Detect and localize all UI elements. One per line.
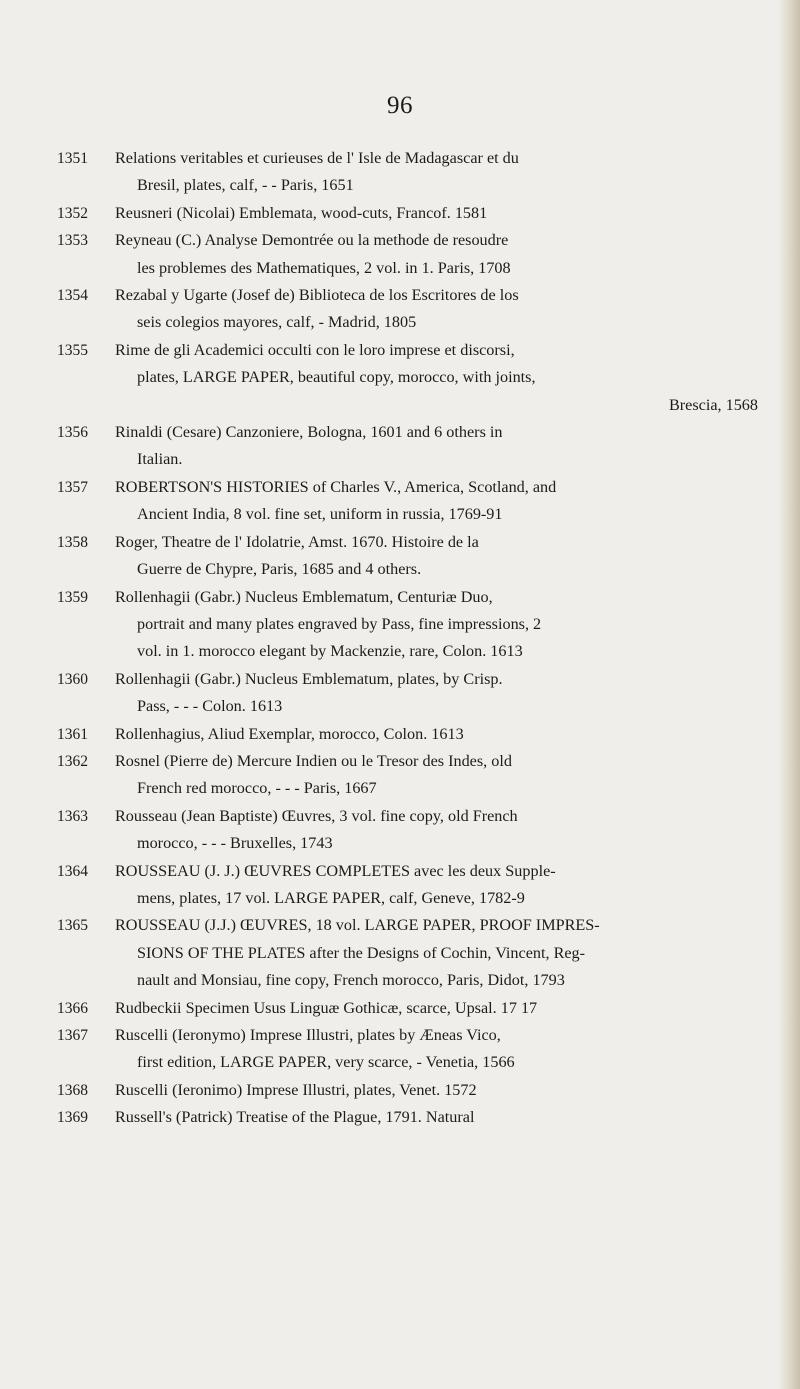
entry-line: SIONS OF THE PLATES after the Designs of Cochin, Vincent, Reg- (137, 943, 586, 962)
entry-line: les problemes des Mathematiques, 2 vol. in 1. Paris, 1708 (137, 258, 511, 277)
entry-line: Guerre de Chypre, Paris, 1685 and 4 others. (137, 560, 422, 579)
catalogue-entry (57, 1104, 762, 1131)
lot-number: 1358 (57, 533, 88, 551)
lot-number: 1359 (57, 588, 88, 606)
entry-line: Reusneri (Nicolai) Emblemata, wood-cuts, Francof. 1581 (115, 203, 488, 222)
entry-line: Bresil, plates, calf, - - Paris, 1651 (137, 176, 354, 195)
entry-line: seis colegios mayores, calf, - Madrid, 1805 (137, 313, 417, 332)
entry-line: Ruscelli (Ieronimo) Imprese Illustri, plates, Venet. 1572 (115, 1080, 477, 1099)
lot-number: 1366 (57, 999, 88, 1017)
entry-line: Pass, - - - Colon. 1613 (137, 697, 283, 716)
entry-text (115, 474, 762, 529)
entry-line: Rezabal y Ugarte (Josef de) Biblioteca de los Escritores de los (115, 286, 519, 305)
lot-number: 1354 (57, 287, 88, 305)
catalogue-entry (57, 721, 762, 748)
catalogue-entry (57, 666, 762, 721)
catalogue-entries (57, 145, 762, 1132)
lot-number: 1369 (57, 1109, 88, 1127)
entry-line: Italian. (137, 450, 183, 469)
catalogue-entry (57, 529, 762, 584)
entry-line: Rudbeckii Specimen Usus Linguæ Gothicæ, scarce, Upsal. 17 17 (115, 998, 538, 1017)
lot-number: 1355 (57, 341, 88, 359)
entry-text (115, 748, 762, 803)
entry-text (115, 1104, 762, 1131)
lot-number: 1352 (57, 204, 88, 222)
catalogue-entry (57, 1022, 762, 1077)
entry-line: Rollenhagii (Gabr.) Nucleus Emblematum, plates, by Crisp. (115, 669, 503, 688)
catalogue-entry (57, 748, 762, 803)
lot-number: 1368 (57, 1081, 88, 1099)
lot-number: 1353 (57, 232, 88, 250)
entry-line: ROUSSEAU (J.J.) ŒUVRES, 18 vol. LARGE PAPER, PROOF IMPRES- (115, 916, 600, 935)
entry-text (115, 721, 762, 748)
entry-text (115, 803, 762, 858)
entry-line: French red morocco, - - - Paris, 1667 (137, 779, 377, 798)
entry-text (115, 1077, 762, 1104)
entry-text (115, 1022, 762, 1077)
lot-number: 1364 (57, 862, 88, 880)
entry-text (115, 995, 762, 1022)
entry-text (115, 200, 762, 227)
catalogue-entry (57, 1077, 762, 1104)
entry-text (115, 666, 762, 721)
entry-line: Relations veritables et curieuses de l' Isle de Madagascar et du (115, 149, 519, 167)
catalogue-entry (57, 995, 762, 1022)
catalogue-entry (57, 200, 762, 227)
entry-text (115, 858, 762, 913)
entry-line: first edition, LARGE PAPER, very scarce, - Venetia, 1566 (137, 1053, 515, 1072)
entry-line: ROUSSEAU (J. J.) ŒUVRES COMPLETES avec les deux Supple- (115, 861, 556, 880)
catalogue-entry (57, 858, 762, 913)
lot-number: 1351 (57, 150, 88, 167)
entry-line: Roger, Theatre de l' Idolatrie, Amst. 1670. Histoire de la (115, 532, 479, 551)
entry-line: nault and Monsiau, fine copy, French morocco, Paris, Didot, 1793 (137, 971, 565, 990)
catalogue-entry (57, 337, 762, 419)
entry-line: Brescia, 1568 (668, 395, 758, 414)
entry-line: Ruscelli (Ieronymo) Imprese Illustri, plates by Æneas Vico, (115, 1026, 501, 1044)
lot-number: 1361 (57, 725, 88, 743)
entry-line: Ancient India, 8 vol. fine set, uniform in russia, 1769-91 (137, 505, 503, 524)
entry-line: Rollenhagius, Aliud Exemplar, morocco, Colon. 1613 (115, 724, 464, 743)
lot-number: 1360 (57, 670, 88, 688)
catalogue-entry (57, 282, 762, 337)
entry-text (115, 584, 762, 666)
catalogue-entry (57, 584, 762, 666)
lot-number: 1365 (57, 917, 88, 935)
entry-line: ROBERTSON'S HISTORIES of Charles V., America, Scotland, and (115, 477, 557, 496)
entry-line: plates, LARGE PAPER, beautiful copy, morocco, with joints, (137, 368, 536, 387)
lot-number: 1357 (57, 478, 88, 496)
entry-line: Reyneau (C.) Analyse Demontrée ou la methode de resoudre (115, 231, 509, 250)
entry-line: Rollenhagii (Gabr.) Nucleus Emblematum, Centuriæ Duo, (115, 587, 493, 606)
page-number: 96 (387, 92, 413, 119)
entry-line: Rime de gli Academici occulti con le loro imprese et discorsi, (115, 340, 515, 359)
catalogue-entry (57, 227, 762, 282)
lot-number: 1356 (57, 424, 88, 442)
catalogue-entry (57, 912, 762, 994)
entry-line: Russell's (Patrick) Treatise of the Plague, 1791. Natural (115, 1108, 475, 1127)
lot-number: 1367 (57, 1027, 88, 1044)
catalogue-entry (57, 803, 762, 858)
catalogue-entry (57, 419, 762, 474)
entry-text (115, 419, 762, 474)
entry-line: vol. in 1. morocco elegant by Mackenzie, rare, Colon. 1613 (137, 642, 523, 661)
catalogue-entry (57, 474, 762, 529)
entry-text (115, 337, 762, 419)
entry-line: Rinaldi (Cesare) Canzoniere, Bologna, 1601 and 6 others in (115, 423, 503, 442)
entry-text (115, 227, 762, 282)
lot-number: 1362 (57, 752, 88, 770)
catalogue-entry (57, 145, 762, 200)
entry-text (115, 282, 762, 337)
entry-text (115, 145, 762, 200)
entry-line: Rosnel (Pierre de) Mercure Indien ou le Tresor des Indes, old (115, 751, 512, 770)
entry-text (115, 529, 762, 584)
entry-line: Rousseau (Jean Baptiste) Œuvres, 3 vol. fine copy, old French (115, 806, 518, 825)
page-edge (778, 0, 800, 1389)
entry-line: morocco, - - - Bruxelles, 1743 (137, 834, 333, 853)
entry-line: mens, plates, 17 vol. LARGE PAPER, calf, Geneve, 1782-9 (137, 888, 525, 907)
entry-text (115, 912, 762, 994)
lot-number: 1363 (57, 807, 88, 825)
entry-line: portrait and many plates engraved by Pass, fine impressions, 2 (137, 614, 542, 633)
